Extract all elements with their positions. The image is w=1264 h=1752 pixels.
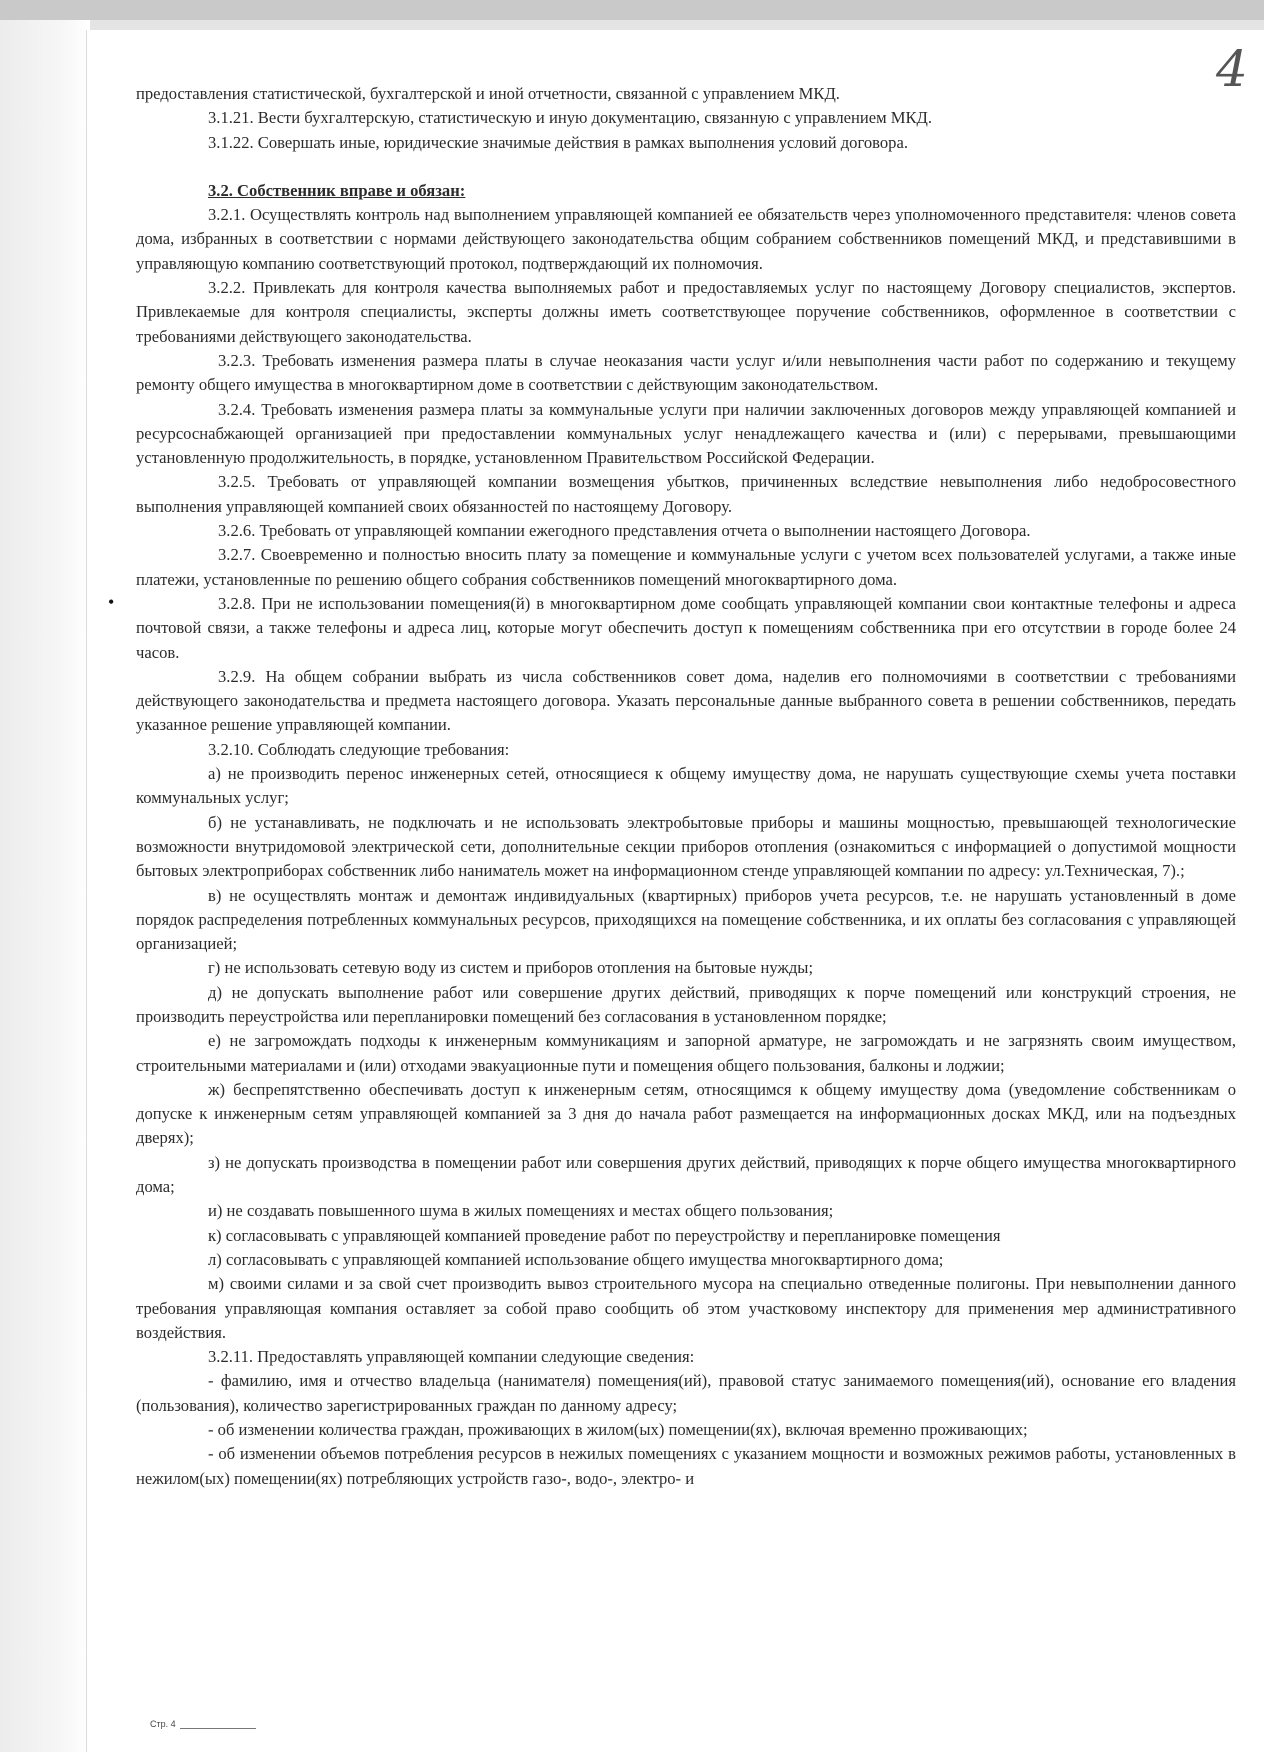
- paragraph: в) не осуществлять монтаж и демонтаж индивидуальных (квартирных) приборов учета ресурсов, т.е. не нарушать установленный в доме порядок распределения потребленных коммунальных ресурсов, приходящихся на помещение собственника, и их оплаты без согласования с управляющей организацией;: [136, 885, 1236, 954]
- paragraph: д) не допускать выполнение работ или совершение других действий, приводящих к порче помещений или конструкций строения, не производить переустройства или перепланировки помещений без согласования в установленном порядке;: [136, 982, 1236, 1026]
- footer-page-label: Стр. 4: [150, 1719, 176, 1729]
- paragraph: - об изменении объемов потребления ресурсов в нежилых помещениях с указанием мощности и возможных режимов работы, установленных в нежилом(ых) помещении(ях) потребляющих устройств газо-, водо-, электро- и: [136, 1444, 1236, 1488]
- paragraph: 3.1.21. Вести бухгалтерскую, статистическую и иную документацию, связанную с управлением МКД.: [208, 108, 933, 128]
- scan-edge-line: [86, 30, 87, 1752]
- paragraph: 3.2.4. Требовать изменения размера платы за коммунальные услуги при наличии заключенных договоров между управляющей компанией и ресурсоснабжающей организацией при предоставлении коммунальных услуг ненадлежащего качества и (или) с перерывами, превышающими установленную продолжительность, в порядке, установленном Правительством Российской Федерации.: [136, 399, 1236, 468]
- paragraph: 3.2.1. Осуществлять контроль над выполнением управляющей компанией ее обязательств через уполномоченного представителя: членов совета дома, избранных в соответствии с нормами действующего законодательства общим собранием собственников помещений МКД, и представившими в управляющую компанию соответствующий протокол, подтверждающий их полномочия.: [136, 205, 1236, 273]
- margin-mark: •: [108, 592, 115, 612]
- paragraph: и) не создавать повышенного шума в жилых помещениях и местах общего пользования;: [208, 1201, 834, 1221]
- paragraph: предоставления статистической, бухгалтерской и иной отчетности, связанной с управлением МКД.: [136, 84, 840, 103]
- scan-top-shadow: [0, 20, 1264, 30]
- footer-underline: [180, 1719, 256, 1729]
- paragraph: 3.1.22. Совершать иные, юридические значимые действия в рамках выполнения условий договора.: [208, 132, 908, 152]
- paragraph: 3.2.6. Требовать от управляющей компании ежегодного представления отчета о выполнении настоящего Договора.: [218, 521, 1031, 541]
- paragraph: 3.2.2. Привлекать для контроля качества выполняемых работ и предоставляемых услуг по настоящему Договору специалистов, экспертов. Привлекаемые для контроля специалисты, эксперты должны иметь соответствующее поручение собственников, оформленное в соответствии с требованиями действующего законодательства.: [136, 278, 1236, 346]
- handwritten-page-number: 4: [1216, 40, 1248, 98]
- page-footer: [150, 1719, 256, 1729]
- paragraph: 3.2.11. Предоставлять управляющей компании следующие сведения:: [208, 1347, 695, 1367]
- document-body: [136, 82, 1236, 1491]
- paragraph: 3.2.9. На общем собрании выбрать из числа собственников совет дома, наделив его полномочиями в соответствии с требованиями действующего законодательства и предмета настоящего договора. Указать персональные данные выбранного совета в решении собственников, передать указанное решение управляющей компании.: [136, 666, 1236, 735]
- paragraph: 3.2.3. Требовать изменения размера платы в случае неоказания части услуг и/или невыполнения части работ по содержанию и текущему ремонту общего имущества в многоквартирном доме в соответствии с действующим законодательством.: [136, 350, 1236, 395]
- paragraph: к) согласовывать с управляющей компанией проведение работ по переустройству и перепланировке помещения: [208, 1225, 1001, 1245]
- section-heading: 3.2. Собственник вправе и обязан:: [208, 180, 466, 200]
- paragraph: б) не устанавливать, не подключать и не использовать электробытовые приборы и машины мощностью, превышающей технологические возможности внутридомовой электрической сети, дополнительные секции приборов отопления (ознакомиться с информацией о допустимой мощности бытовых электроприборах собственник либо наниматель может на информационном стенде управляющей компании по адресу: ул.Техническая, 7).;: [136, 812, 1236, 881]
- paragraph: 3.2.7. Своевременно и полностью вносить плату за помещение и коммунальные услуги с учетом всех пользователей услугами, а также иные платежи, установленные по решению общего собрания собственников помещений многоквартирного дома.: [136, 545, 1236, 589]
- paragraph: ж) беспрепятственно обеспечивать доступ к инженерным сетям, относящимся к общему имуществу дома (уведомление собственникам о допуске к инженерным сетям управляющей компанией за 3 дня до начала работ размещается на информационных досках МКД, или на подъездных дверях);: [136, 1079, 1236, 1148]
- paragraph: а) не производить перенос инженерных сетей, относящиеся к общему имуществу дома, не нарушать существующие схемы учета поставки коммунальных услуг;: [136, 764, 1236, 808]
- scan-left-margin: [0, 20, 90, 1752]
- paragraph: з) не допускать производства в помещении работ или совершения других действий, приводящих к порче общего имущества многоквартирного дома;: [136, 1152, 1236, 1197]
- paragraph: 3.2.5. Требовать от управляющей компании возмещения убытков, причиненных вследствие невыполнения либо недобросовестного выполнения управляющей компанией своих обязанностей по настоящему Договору.: [136, 472, 1236, 516]
- paragraph: 3.2.8. При не использовании помещения(й) в многоквартирном доме сообщать управляющей компании свои контактные телефоны и адреса почтовой связи, а также телефоны и адреса лиц, которые могут обеспечить доступ к помещениям собственника при его отсутствии в городе более 24 часов.: [136, 593, 1236, 662]
- paragraph: г) не использовать сетевую воду из систем и приборов отопления на бытовые нужды;: [208, 958, 814, 978]
- paragraph: - фамилию, имя и отчество владельца (нанимателя) помещения(ий), правовой статус занимаемого помещения(ий), основание его владения (пользования), количество зарегистрированных граждан по данному адресу;: [136, 1371, 1236, 1415]
- paragraph: м) своими силами и за свой счет производить вывоз строительного мусора на специально отведенные полигоны. При невыполнении данного требования управляющая компания оставляет за собой право сообщить об этом участковому инспектору для применения мер административного воздействия.: [136, 1274, 1236, 1342]
- paragraph: - об изменении количества граждан, проживающих в жилом(ых) помещении(ях), включая временно проживающих;: [208, 1420, 1028, 1440]
- paragraph: 3.2.10. Соблюдать следующие требования:: [208, 739, 510, 759]
- paragraph: л) согласовывать с управляющей компанией использование общего имущества многоквартирного дома;: [208, 1249, 944, 1269]
- scan-top-border: [0, 0, 1264, 20]
- paragraph: е) не загромождать подходы к инженерным коммуникациям и запорной арматуре, не загромождать и не загрязнять своим имуществом, строительными материалами и (или) отходами эвакуационные пути и помещения общего пользования, балконы и лоджии;: [136, 1031, 1236, 1075]
